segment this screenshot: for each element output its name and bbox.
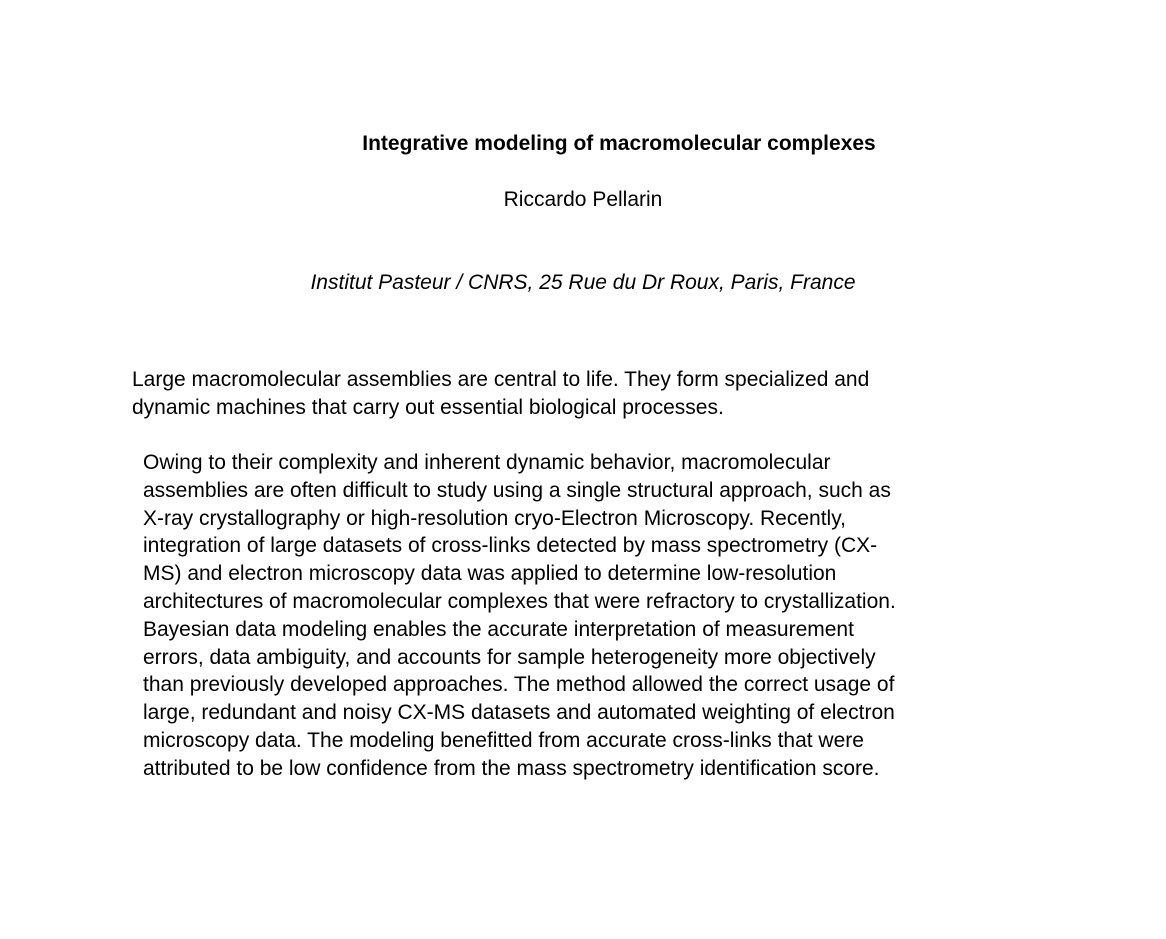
paragraph-line: Owing to their complexity and inherent dynamic behavior, macromolecular	[143, 451, 831, 474]
paragraph-line: X-ray crystallography or high-resolution cryo-Electron Microscopy. Recently,	[143, 506, 846, 530]
paragraph-line: architectures of macromolecular complexes that were refractory to crystallization.	[143, 589, 896, 613]
paragraph-line: than previously developed approaches. The method allowed the correct usage of	[143, 673, 895, 697]
paragraph-line: errors, data ambiguity, and accounts for sample heterogeneity more objectively	[143, 645, 876, 669]
paragraph-line: Large macromolecular assemblies are central to life. They form specialized and	[132, 368, 870, 391]
paragraph-line: Bayesian data modeling enables the accurate interpretation of measurement	[143, 617, 854, 641]
paragraph-line: microscopy data. The modeling benefitted from accurate cross-links that were	[143, 728, 864, 752]
paragraph-line: integration of large datasets of cross-links detected by mass spectrometry (CX-	[143, 534, 878, 558]
paragraph-line: assemblies are often difficult to study using a single structural approach, such as	[143, 478, 891, 502]
paragraph-line: large, redundant and noisy CX-MS datasets and automated weighting of electron	[143, 701, 895, 725]
author-affiliation: Institut Pasteur / CNRS, 25 Rue du Dr Roux, Paris, France	[310, 271, 856, 294]
author-name: Riccardo Pellarin	[503, 188, 663, 211]
paragraph-line: MS) and electron microscopy data was applied to determine low-resolution	[143, 562, 837, 586]
abstract-paragraph-2	[143, 449, 1007, 783]
paragraph-line: attributed to be low confidence from the mass spectrometry identification score.	[143, 756, 880, 780]
document-title: Integrative modeling of macromolecular complexes	[362, 132, 876, 155]
abstract-paragraph-1	[132, 366, 978, 422]
paragraph-line: dynamic machines that carry out essential biological processes.	[132, 395, 724, 419]
